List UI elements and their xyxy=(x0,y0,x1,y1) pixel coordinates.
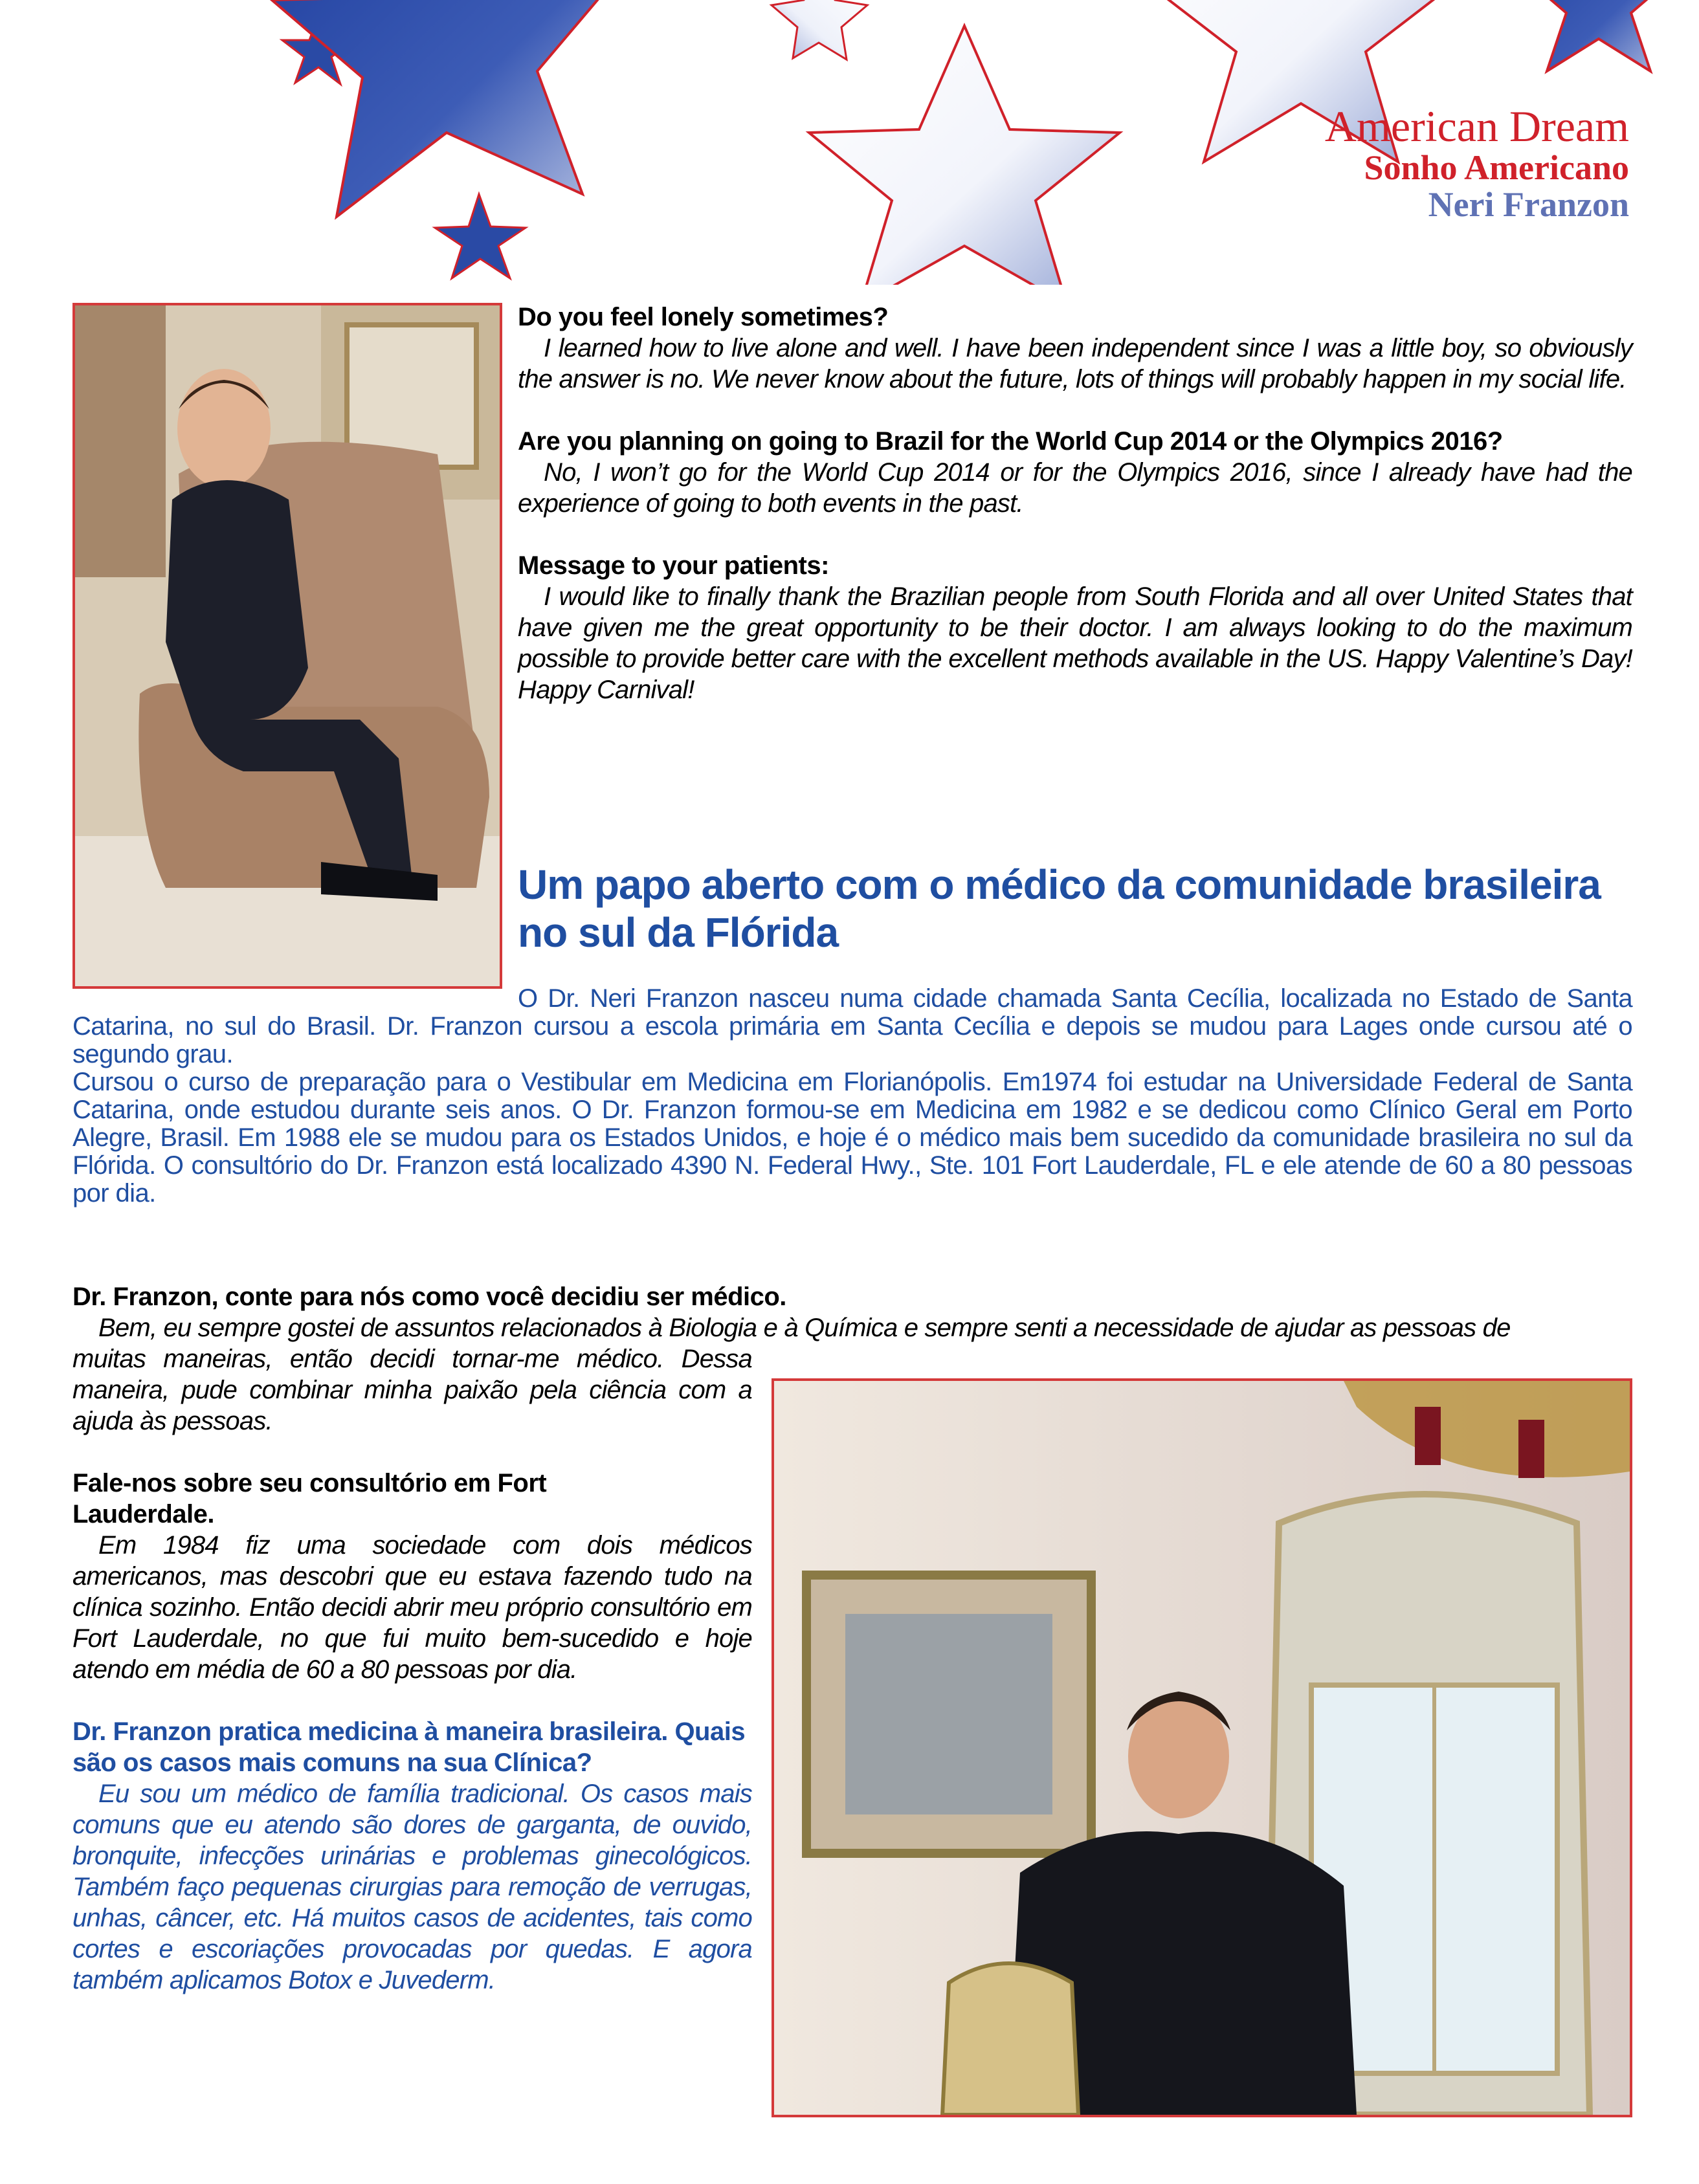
question-heading: Message to your patients: xyxy=(518,551,829,580)
large-white-star-icon xyxy=(809,26,1120,285)
qa-lonely xyxy=(518,302,1632,395)
article-intro xyxy=(72,985,1632,1208)
qa-world-cup xyxy=(518,426,1632,519)
qa-pt-becoming-doctor xyxy=(72,1281,1632,1343)
qa-message-patients xyxy=(518,550,1632,705)
masthead xyxy=(1325,104,1629,223)
question-heading: Fale-nos sobre seu consultório em Fort Lauderdale. xyxy=(72,1469,547,1528)
answer-text: No, I won’t go for the World Cup 2014 or for the Olympics 2016, since I already have had the experience of going to both events in the past. xyxy=(518,458,1632,518)
question-heading: Are you planning on going to Brazil for the World Cup 2014 or the Olympics 2016? xyxy=(518,427,1503,456)
intro-paragraph: O Dr. Neri Franzon nasceu numa cidade chamada Santa Cecília, localizada no Estado de Santa Catarina, no sul do Brasil. Dr. Franzon cursou a escola primária em Santa Cecília e depois se mudou para Lages onde cursou até o segundo grau. xyxy=(72,984,1632,1068)
answer-text-line: Bem, eu sempre gostei de assuntos relacionados à Biologia e à Química e sempre senti a necessidade de ajudar as pessoas de xyxy=(98,1314,1511,1342)
interview-portuguese-column xyxy=(72,1343,752,1996)
article-headline: Um papo aberto com o médico da comunidade brasileira no sul da Flórida xyxy=(518,861,1601,956)
small-star-icon xyxy=(435,194,526,278)
answer-text: muitas maneiras, então decidi tornar-me médico. Dessa maneira, pude combinar minha paixão pela ciência com a ajuda às pessoas. xyxy=(72,1345,752,1435)
photo-doctor-standing xyxy=(772,1378,1632,2117)
question-heading: Dr. Franzon pratica medicina à maneira brasileira. Quais são os casos mais comuns na sua Clínica? xyxy=(72,1717,746,1777)
answer-text: Eu sou um médico de família tradicional. Os casos mais comuns que eu atendo são dores de garganta, de ouvido, bronquite, infecções urinárias e problemas ginecológicos. Também faço pequenas cirurgias para remoção de verrugas, unhas, câncer, etc. Há muitos casos de acidentes, tais como cortes e escoriações provocadas por quedas. E agora também aplicamos Botox e Juvederm. xyxy=(72,1780,752,1994)
medium-blue-star-icon xyxy=(1521,0,1676,71)
column-title: American Dream xyxy=(1324,102,1629,151)
answer-text: Em 1984 fiz uma sociedade com dois médicos americanos, mas descobri que eu estava fazendo tudo na clínica sozinho. Então decidi abrir meu próprio consultório em Fort Lauderdale, no que fui muito bem-sucedido e hoje atendo em média de 60 a 80 pessoas por dia. xyxy=(72,1531,752,1684)
column-subtitle: Sonho Americano xyxy=(1364,148,1629,188)
intro-paragraph: Cursou o curso de preparação para o Vestibular em Medicina em Florianópolis. Em1974 foi estudar na Universidade Federal de Santa Catarina, onde estudou durante seis anos. O Dr. Franzon formou-se em Medicina em 1982 e se dedicou como Clínico Geral em Porto Alegre, Brasil. Em 1988 ele se mudou para os Estados Unidos, e hoje é o médico mais bem sucedido da comunidade brasileira no sul da Flórida. O consultório do Dr. Franzon está localizado 4390 N. Federal Hwy., Ste. 101 Fort Lauderdale, FL e ele atende de 60 a 80 pessoas por dia. xyxy=(72,1068,1632,1208)
photo-doctor-seated xyxy=(72,303,502,989)
answer-text: I learned how to live alone and well. I have been independent since I was a little boy, so obviously the answer is no. We never know about the future, lots of things will probably happen in my social life. xyxy=(518,334,1632,393)
small-star-icon xyxy=(772,0,867,60)
interview-english xyxy=(518,302,1632,705)
answer-text: I would like to finally thank the Brazilian people from South Florida and all over United States that have given me the great opportunity to be their doctor. I am always looking to do the maximum possible to provide better care with the excellent methods available in the US. Happy Valentine’s Day! Happy Carnival! xyxy=(518,582,1632,704)
question-heading: Do you feel lonely sometimes? xyxy=(518,303,889,331)
question-heading: Dr. Franzon, conte para nós como você decidiu ser médico. xyxy=(72,1283,786,1311)
large-blue-star-icon xyxy=(272,0,608,217)
author-name: Neri Franzon xyxy=(1428,185,1629,225)
